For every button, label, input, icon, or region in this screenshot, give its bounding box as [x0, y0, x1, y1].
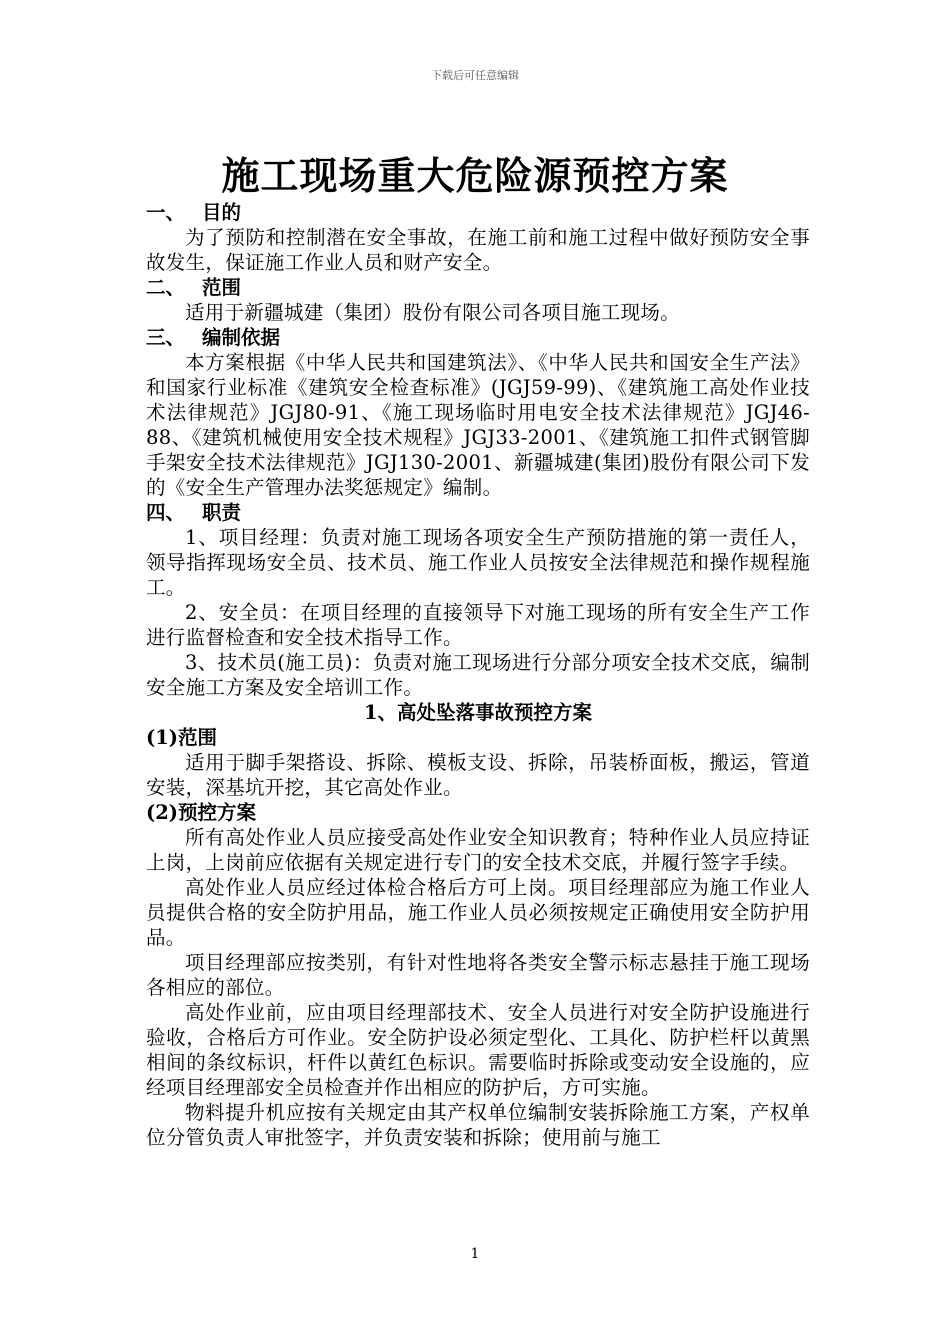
paragraph: 物料提升机应按有关规定由其产权单位编制安装拆除施工方案，产权单位分管负责人审批签字，并负责安装和拆除；使用前与施工 [146, 1101, 810, 1149]
section-heading-duties [146, 500, 810, 525]
paragraph: 2、安全员：在项目经理的直接领导下对施工现场的所有安全生产工作进行监督检查和安全技术指导工作。 [146, 601, 810, 649]
page-number: 1 [470, 1246, 480, 1262]
paragraph: 项目经理部应按类别，有针对性地将各类安全警示标志悬挂于施工现场各相应的部位。 [146, 951, 810, 999]
document-body [146, 200, 810, 1150]
section-number: 三、 [146, 326, 186, 349]
paragraph: 所有高处作业人员应接受高处作业安全知识教育；特种作业人员应持证上岗，上岗前应依据有关规定进行专门的安全技术交底，并履行签字手续。 [146, 826, 810, 874]
paragraph: 适用于脚手架搭设、拆除、模板支设、拆除，吊装桥面板，搬运，管道安装，深基坑开挖，其它高处作业。 [146, 751, 810, 799]
section-label: 职责 [202, 501, 242, 524]
subsection-heading-plan: (2)预控方案 [146, 801, 257, 824]
section-heading-purpose [146, 200, 810, 225]
part-heading: 1、高处坠落事故预控方案 [363, 701, 593, 724]
section-number: 一、 [146, 201, 186, 224]
header-note: 下载后可任意编辑 [431, 69, 519, 82]
document-title: 施工现场重大危险源预控方案 [221, 153, 729, 198]
paragraph: 适用于新疆城建（集团）股份有限公司各项目施工现场。 [185, 301, 681, 324]
section-number: 四、 [146, 501, 186, 524]
section-label: 目的 [202, 201, 242, 224]
paragraph: 本方案根据《中华人民共和国建筑法》、《中华人民共和国安全生产法》和国家行业标准《建筑安全检查标准》(JGJ59-99)、《建筑施工高处作业技术法律规范》JGJ80-91、《施工现场临时用电安全技术法律规范》JGJ46-88、《建筑机械使用安全技术规程》JGJ33-2001、《建筑施工扣件式钢管脚手架安全技术法律规范》JGJ130-2001、新疆城建(集团)股份有限公司下发的《安全生产管理办法奖惩规定》编制。 [146, 351, 810, 499]
paragraph: 3、技术员(施工员)：负责对施工现场进行分部分项安全技术交底，编制安全施工方案及安全培训工作。 [146, 651, 810, 699]
section-heading-basis [146, 325, 810, 350]
paragraph: 1、项目经理：负责对施工现场各项安全生产预防措施的第一责任人，领导指挥现场安全员、技术员、施工作业人员按安全法律规范和操作规程施工。 [146, 526, 810, 599]
paragraph: 高处作业前，应由项目经理部技术、安全人员进行对安全防护设施进行验收，合格后方可作业。安全防护设必须定型化、工具化、防护栏杆以黄黑相间的条纹标识，杆件以黄红色标识。需要临时拆除或变动安全设施的，应经项目经理部安全员检查并作出相应的防护后，方可实施。 [146, 1001, 810, 1099]
section-number: 二、 [146, 276, 186, 299]
paragraph: 为了预防和控制潜在安全事故，在施工前和施工过程中做好预防安全事故发生，保证施工作业人员和财产安全。 [146, 226, 810, 274]
section-heading-scope [146, 275, 810, 300]
paragraph: 高处作业人员应经过体检合格后方可上岗。项目经理部应为施工作业人员提供合格的安全防护用品，施工作业人员必须按规定正确使用安全防护用品。 [146, 876, 810, 949]
section-label: 范围 [202, 276, 242, 299]
section-label: 编制依据 [202, 326, 281, 349]
subsection-heading-scope: (1)范围 [146, 726, 218, 749]
